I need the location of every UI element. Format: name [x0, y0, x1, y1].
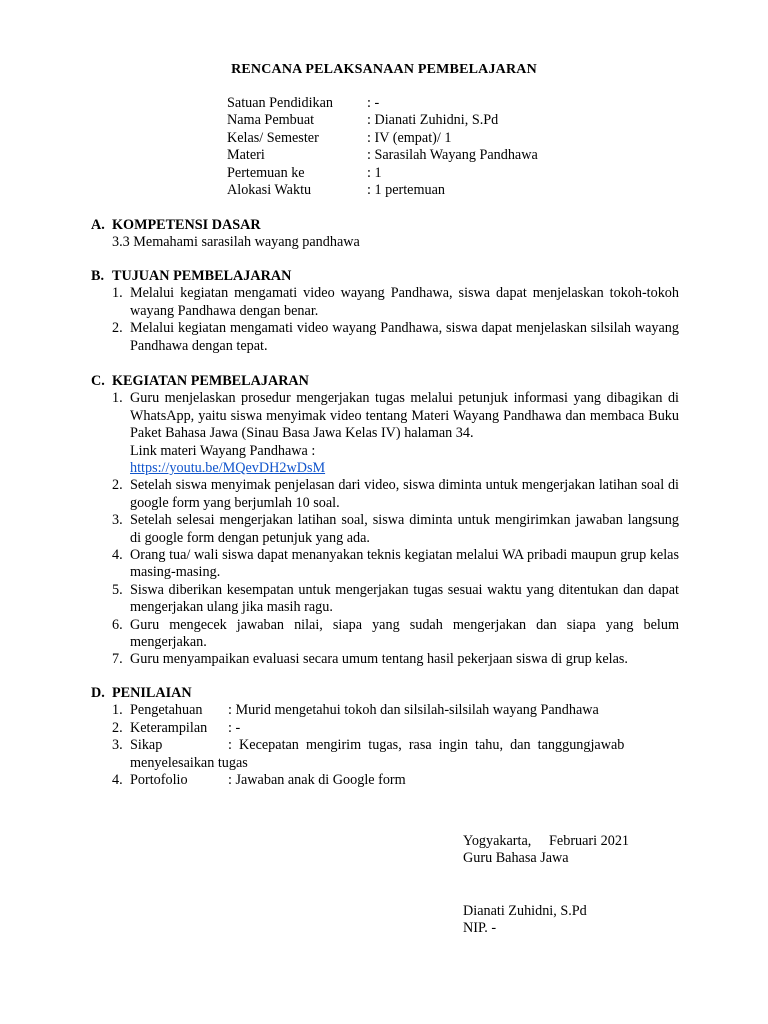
info-label: Satuan Pendidikan [227, 95, 333, 111]
item-number: 6. [112, 616, 123, 633]
section-heading [91, 268, 679, 285]
signature-name-block [463, 903, 723, 938]
list-item [91, 477, 679, 512]
section-title: KEGIATAN PEMBELAJARAN [112, 373, 309, 389]
section-letter: C. [91, 373, 105, 389]
assessment-list [91, 702, 679, 754]
item-text: Orang tua/ wali siswa dapat menanyakan teknis kegiatan melalui WA pribadi maupun grup kelas masing-masing. [130, 547, 679, 581]
list-item [91, 285, 679, 320]
item-text: Setelah siswa menyimak penjelasan dari video, siswa diminta untuk mengerjakan latihan soal di google form yang berjumlah 10 soal. [130, 477, 679, 511]
item-number: 2. [112, 477, 123, 494]
signature-block [463, 833, 723, 868]
info-row [227, 95, 587, 112]
assessment-label: Pengetahuan [130, 702, 203, 719]
section-title: PENILAIAN [112, 685, 192, 701]
signer-role: Guru Bahasa Jawa [463, 850, 569, 867]
item-text: Melalui kegiatan mengamati video wayang Pandhawa, siswa dapat menjelaskan silsilah wayang Pandhawa dengan tepat. [130, 320, 679, 354]
assessment-label: Keterampilan [130, 719, 208, 736]
list-item [91, 547, 679, 582]
list-item [91, 702, 679, 719]
section-title: TUJUAN PEMBELAJARAN [112, 268, 292, 284]
item-text: Siswa diberikan kesempatan untuk mengerjakan tugas sesuai waktu yang ditentukan dan dapat mengerjakan ulang jika masih ragu. [130, 581, 679, 616]
item-number: 2. [112, 719, 123, 736]
assessment-value: : Kecepatan mengirim tugas, rasa ingin tahu, dan tanggungjawab [228, 737, 625, 754]
signer-nip: NIP. - [463, 920, 497, 937]
section-letter: B. [91, 268, 105, 284]
item-number: 1. [112, 390, 123, 407]
item-number: 1. [112, 702, 123, 719]
list-item [91, 772, 679, 789]
info-row [227, 165, 587, 182]
activity-list [91, 390, 679, 669]
info-row [227, 182, 587, 199]
info-value: : 1 [367, 164, 382, 181]
signer-name: Dianati Zuhidni, S.Pd [463, 903, 587, 919]
item-number: 1. [112, 285, 123, 302]
list-item [91, 651, 679, 668]
item-number: 3. [112, 512, 123, 529]
info-label: Alokasi Waktu [227, 181, 312, 198]
info-label: Kelas/ Semester [227, 129, 319, 146]
info-label: Pertemuan ke [227, 164, 305, 181]
list-item [91, 720, 679, 737]
item-text: Setelah selesai mengerjakan latihan soal, siswa diminta untuk mengirimkan jawaban langsung di google form dengan petunjuk yang ada. [130, 512, 679, 546]
info-value: : Dianati Zuhidni, S.Pd [367, 112, 499, 129]
list-item [91, 737, 679, 754]
link-label: Link materi Wayang Pandhawa : [130, 442, 316, 459]
item-text: Guru menjelaskan prosedur mengerjakan tugas melalui petunjuk informasi yang dibagikan di WhatsApp, yaitu siswa menyimak video tentang Materi Wayang Pandhawa dan membaca Buku Paket Bahasa Jawa (Sinau Basa Jawa Kelas IV) halaman 34. [130, 390, 679, 442]
item-number: 2. [112, 320, 123, 337]
list-item [91, 617, 679, 652]
assessment-value: : - [228, 719, 241, 736]
assessment-continuation: menyelesaikan tugas [130, 754, 248, 771]
item-text: Guru mengecek jawaban nilai, siapa yang sudah mengerjakan dan siapa yang belum mengerjakan. [130, 616, 679, 651]
identity-block [227, 95, 587, 199]
list-item [91, 320, 679, 355]
list-item [91, 390, 679, 477]
item-number: 3. [112, 737, 123, 754]
info-label: Materi [227, 147, 265, 164]
info-value: : - [367, 95, 380, 111]
info-value: : 1 pertemuan [367, 181, 446, 198]
section-heading [91, 373, 679, 390]
item-text: Guru menyampaikan evaluasi secara umum tentang hasil pekerjaan siswa di grup kelas. [130, 651, 628, 668]
document-title: RENCANA PELAKSANAAN PEMBELAJARAN [231, 62, 537, 77]
section-tujuan-pembelajaran [91, 268, 679, 355]
section-kompetensi-dasar [91, 217, 679, 252]
video-link[interactable]: https://youtu.be/MQevDH2wDsM [130, 460, 326, 477]
info-row [227, 112, 587, 129]
section-penilaian [91, 685, 679, 789]
assessment-list-cont [91, 772, 679, 789]
item-number: 5. [112, 581, 123, 598]
item-number: 7. [112, 651, 123, 668]
competency-text: 3.3 Memahami sarasilah wayang pandhawa [112, 234, 360, 251]
item-number: 4. [112, 547, 123, 564]
assessment-value: : Murid mengetahui tokoh dan silsilah-silsilah wayang Pandhawa [228, 702, 599, 719]
assessment-value: : Jawaban anak di Google form [228, 772, 406, 789]
section-heading [91, 217, 679, 234]
item-text: Melalui kegiatan mengamati video wayang Pandhawa, siswa dapat menjelaskan tokoh-tokoh wayang Pandhawa dengan benar. [130, 285, 679, 319]
list-item [91, 582, 679, 617]
section-letter: D. [91, 685, 105, 701]
list-item [91, 512, 679, 547]
info-row [227, 147, 587, 164]
objective-list [91, 285, 679, 355]
section-kegiatan-pembelajaran [91, 373, 679, 669]
info-value: : IV (empat)/ 1 [367, 129, 452, 146]
assessment-label: Sikap [130, 737, 163, 754]
info-value: : Sarasilah Wayang Pandhawa [367, 147, 538, 164]
info-label: Nama Pembuat [227, 112, 315, 129]
place-date: Yogyakarta, Februari 2021 [463, 833, 630, 849]
info-row [227, 130, 587, 147]
item-number: 4. [112, 772, 123, 789]
section-title: KOMPETENSI DASAR [112, 217, 261, 233]
assessment-label: Portofolio [130, 772, 188, 789]
section-letter: A. [91, 217, 105, 233]
section-heading [91, 685, 679, 702]
